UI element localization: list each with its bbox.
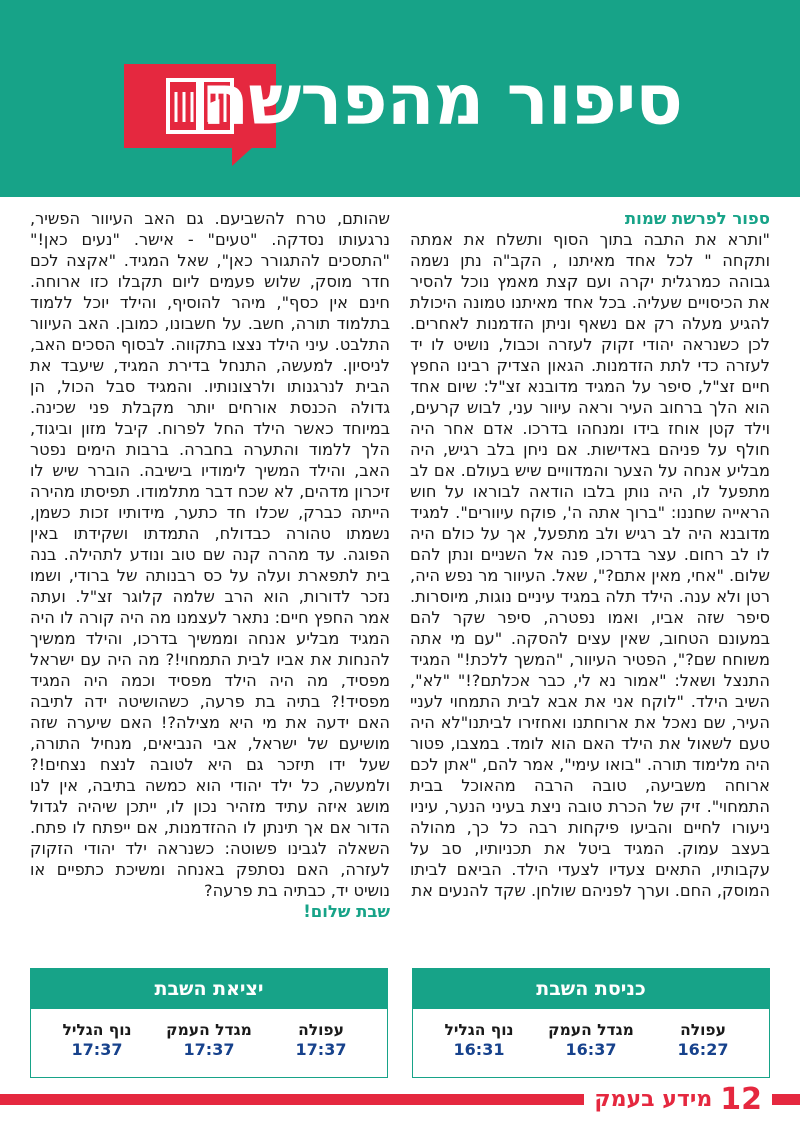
city-name: מגדל העמק — [166, 1021, 252, 1039]
havdalah-time: 17:37 — [295, 1040, 347, 1059]
time-cell — [536, 1021, 647, 1060]
shabbat-entry-times — [413, 1009, 769, 1060]
badge-tail — [232, 146, 254, 166]
footer-brand — [584, 1083, 772, 1117]
time-cell — [42, 1021, 153, 1060]
brand-name: מידע בעמק — [594, 1087, 713, 1112]
candle-time: 16:31 — [453, 1040, 505, 1059]
shabbat-exit-times — [31, 1009, 387, 1060]
city-name: נוף הגליל — [444, 1021, 514, 1039]
city-name: נוף הגליל — [62, 1021, 132, 1039]
page-title: סיפור מהפרשה — [201, 59, 682, 141]
shabbat-greeting: שבת שלום! — [303, 902, 390, 921]
article-column-left — [30, 208, 390, 922]
havdalah-time: 17:37 — [183, 1040, 235, 1059]
time-cell — [648, 1021, 759, 1060]
city-name: עפולה — [298, 1021, 344, 1039]
shabbat-exit-box — [30, 968, 388, 1078]
section-title: ספור לפרשת שמות — [624, 209, 770, 228]
article-text-right: "ותרא את התבה בתוך הסוף ותשלח את אמתה ותקחה " לכל אחד מאיתנו , הקב"ה נתן נשמה גבוהה כמרגלית יקרה ועם קצת מאמץ נוכל להסיר את הכיסויים שעליה. בכל אחד מאיתנו טמונה היכולת להגיע מעלה רק אם נשאף וניתן הזדמנות לאחרים. לכן כשנראה יהודי זקוק לעזרה וכבול, נושיט לו יד לעזרה כדי לתת הזדמנות. הגאון הצדיק רבינו החפץ חיים זצ"ל, סיפר על המגיד מדובנא זצ"ל: שיום אחד הוא הלך ברחוב העיר וראה עיוור עני, לבוש קרעים, וילד קטן אוחז בידו ומנחהו בדרכו. אדם אחר היה חולף על פניהם באדישות. אם ניחן בלב רגיש, היה מבליע אנחה על הצער והמדוויים שיש בעולם. אם לב מתפעל לו, היה נותן בלבו הודאה לבוראו על חוש הראייה שחננו: "ברוך אתה ה', פוקח עיוורים". למגיד מדובנא היה לב רגיש ולב מתפעל, אך על כולם היה לו לב רחום. עצר בדרכו, פנה אל השניים ונתן להם שלום. "אחי, מאין אתם?", שאל. העיוור מר נפש היה, רטן ולא ענה. הילד תלה במגיד עיניים נוגות, מיוסרות. סיפר שזה אביו, ואמו נפטרה, סיפר שקר להם במעונם הטחוב, שאין עצים להסקה. "עם מי אתה משוחח שם?", הפטיר העיוור, "המשך ללכת!" המגיד התנצל ושאל: "אמור נא לי, כבר אכלתם?!" "לא", השיב הילד. "לוקח אני את אבא לבית התמחוי לעניי העיר, שם נאכל את ארוחתנו ואחזירו לביתנו"לא היה טעם לשאול את הילד האם הוא לומד. במצבו, פטור היה מלימוד תורה. "בואו עימי", אמר להם, "אתן לכם ארוחה משביעה, טובה הרבה מהאוכל בבית התמחוי". זיק של הכרת טובה ניצת בעיני הנער, עיניו ניעורו לחיים והביעו פיקחות רבה כל כך, מהולה בעצב עמוק. המגיד ביטל את תכניותיו, סב על עקבותיו, התאים צעדיו לצעדי הילד. הביאם לביתו המוסק, החם. וערך לפניהם שולחן. שקד להנעים את — [410, 230, 770, 900]
candle-time: 16:27 — [677, 1040, 729, 1059]
time-cell — [424, 1021, 535, 1060]
article-column-right — [410, 208, 770, 901]
havdalah-time: 17:37 — [71, 1040, 123, 1059]
time-cell — [154, 1021, 265, 1060]
shabbat-entry-box — [412, 968, 770, 1078]
shabbat-exit-title: יציאת השבת — [31, 969, 387, 1009]
city-name: עפולה — [680, 1021, 726, 1039]
candle-time: 16:37 — [565, 1040, 617, 1059]
page-number: 12 — [720, 1082, 762, 1117]
shabbat-entry-title: כניסת השבת — [413, 969, 769, 1009]
city-name: מגדל העמק — [548, 1021, 634, 1039]
header-band — [0, 0, 800, 197]
article-text-left: שהותם, טרח להשביעם. גם האב העיוור הפשיר, נרגעותו נסדקה. "טעים" - אישר. "נעים כאן!" "התסכים להתגורר כאן", שאל המגיד. "אקצה לכם חדר מוסק, שלוש פעמים ליום תקבלו כזו ארוחה. חינם אין כסף", מיהר להוסיף, והילד יוכל ללמוד בתלמוד תורה, חשב. על חשבונו, כמובן. האב העיוור התלבט. עיני הילד נצצו בתקווה. לבסוף הסכים האב, לניסיון. למעשה, התנחל בדירת המגיד, שיעבד את הבית לנרגנותו ולרצונותיו. והמגיד סבל הכול, הן גדולה הכנסת אורחים יותר מקבלת פני שכינה. במיוחד כאשר הילד החל לפרוח. קיבל מזון וביגוד, הלך ללמוד והתערה בחברה. ברבות הימים נפטר האב, והילד המשיך לימודיו בישיבה. הוברר שיש לו זיכרון מדהים, לא שכח דבר מתלמודו. תפיסתו מהירה הייתה כברק, שכלו חד כתער, מידותיו זכות כשמן, נשמתו טהורה כבדולח, התמדתו ושקידתו באין הפוגה. עד מהרה קנה שם טוב ונודע לתהילה. בנה בית לתפארת ועלה על כס רבנותה של ברודי, ושמו נזכר לדורות, הוא הרב שלמה קלוגר זצ"ל. ועתה אמר החפץ חיים: נתאר לעצמנו מה היה קורה לו היה המגיד מבליע אנחה וממשיך בדרכו, והילד ממשיך להנחות את אביו לבית התמחוי!? מה היה עם ישראל מפסיד, מה היה הילד מפסיד וכמה היה המגיד מפסיד!? בתיה בת פרעה, כשהושיטה ידה לתיבה האם ידעה את מי היא מצילה?! האם שיערה שזה מושיעם של ישראל, אבי הנביאים, מנחיל התורה, שעל ידו תיזכר גם היא לטובה לנצח נצחים!? ולמעשה, כל ילד יהודי הוא כמשה בתיבה, אין לנו מושג איזה עתיד מזהיר נכון לו, ייתכן שיהיה לגדול הדור אם אך תינתן לו ההזדמנות, אם ייפתח לו פתח. השאלה לגבינו פשוטה: כשנראה ילד יהודי הזקוק לעזרה, האם נסתפק באנחה ומשיכת כתפיים או נושיט יד, כבתיה בת פרעה? — [30, 209, 390, 900]
time-cell — [266, 1021, 377, 1060]
